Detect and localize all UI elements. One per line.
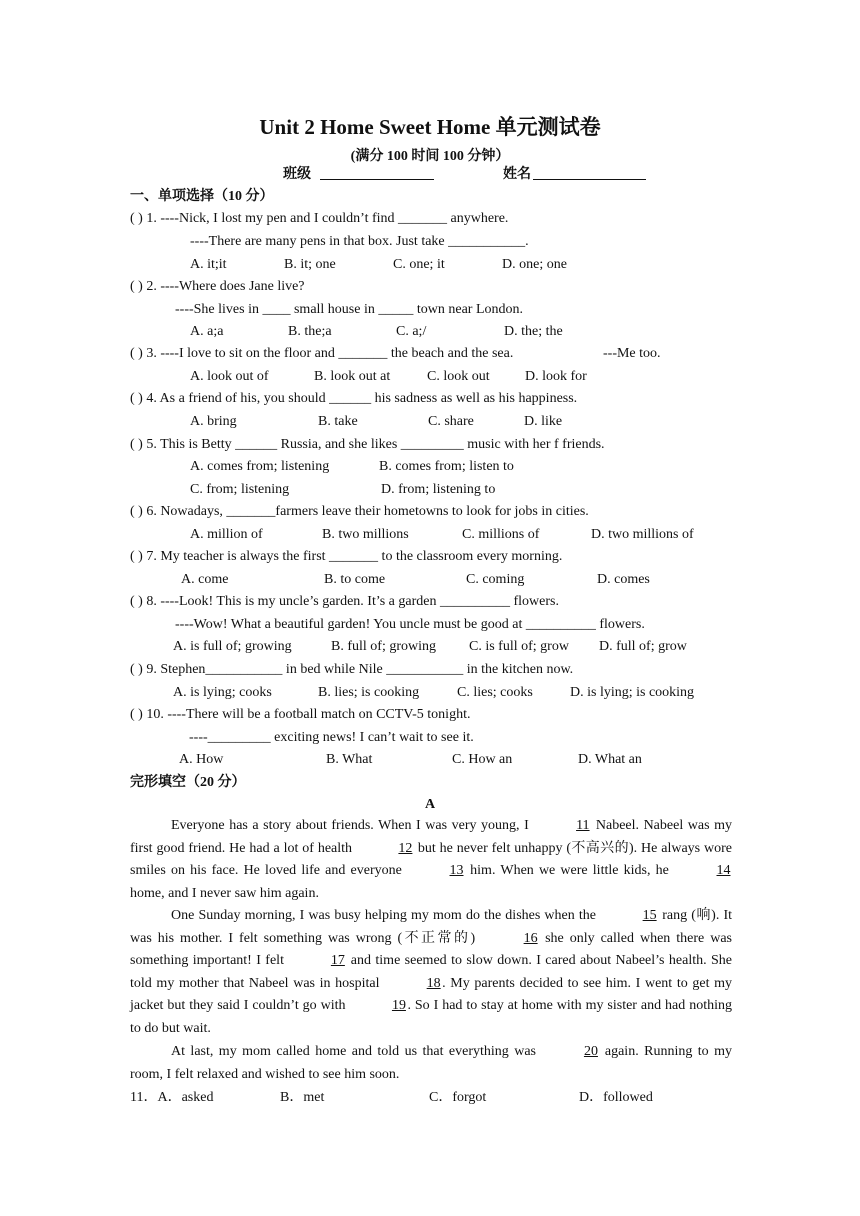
option-7c: C. coming	[466, 572, 525, 587]
option-6c: C. millions of	[462, 527, 540, 542]
question-4: ( ) 4. As a friend of his, you should ______ his sadness as well as his happiness.	[130, 391, 578, 406]
option-10a: A. How	[179, 752, 224, 767]
option-10c: C. How an	[452, 752, 513, 767]
section-single-choice: 一、单项选择（10 分）	[130, 189, 274, 204]
option-10d: D. What an	[578, 752, 642, 767]
option-11a: 11．A．asked	[130, 1090, 214, 1105]
option-6a: A. million of	[190, 527, 263, 542]
option-9d: D. is lying; is cooking	[570, 685, 695, 700]
part-a-heading: A	[424, 797, 436, 812]
option-8d: D. full of; grow	[599, 639, 687, 654]
option-4d: D. like	[524, 414, 563, 429]
option-3b: B. look out at	[314, 369, 391, 384]
passage-paragraph-3: At last, my mom called home and told us that everything was 20 again. Running to my room, I felt relaxed and wished to see him soon.	[130, 1044, 732, 1082]
question-10-reply: ----_________ exciting news! I can’t wait to see it.	[189, 730, 474, 745]
option-4c: C. share	[428, 414, 474, 429]
option-8a: A. is full of; growing	[173, 639, 292, 654]
question-8-reply: ----Wow! What a beautiful garden! You uncle must be good at __________ flowers.	[175, 617, 645, 632]
question-3-reply: ---Me too.	[603, 346, 661, 361]
option-2b: B. the;a	[288, 324, 332, 339]
option-9b: B. lies; is cooking	[318, 685, 420, 700]
option-8b: B. full of; growing	[331, 639, 436, 654]
option-1b: B. it; one	[284, 257, 336, 272]
option-5d: D. from; listening to	[381, 482, 496, 497]
option-10b: B. What	[326, 752, 373, 767]
passage-paragraph-1: Everyone has a story about friends. When I was very young, I 11 Nabeel. Nabeel was my first good friend. He had a lot of health 12 but he never felt unhappy (不高兴的). He always wore smiles on his face. He loved life and everyone 13 him. When we were little kids, he 14 home, and I never saw him again.	[130, 818, 732, 901]
option-2c: C. a;/	[396, 324, 427, 339]
question-5: ( ) 5. This is Betty ______ Russia, and she likes _________ music with her f friends.	[130, 437, 605, 452]
question-7: ( ) 7. My teacher is always the first _______ to the classroom every morning.	[130, 549, 563, 564]
question-2: ( ) 2. ----Where does Jane live?	[130, 279, 305, 294]
class-label: 班级	[283, 167, 311, 182]
question-1-reply: ----There are many pens in that box. Just take ___________.	[190, 234, 529, 249]
passage-paragraph-2: One Sunday morning, I was busy helping my mom do the dishes when the 15 rang (响). It was his mother. I felt something was wrong (不正常的) 16 she only called when there was something important! I felt 17 and time seemed to slow down. I cared about Nabeel’s health. She told my mother that Nabeel was in hospital 18 . My parents decided to see him. I went to get my jacket but they said I couldn’t go with 19 . So I had to stay at home with my sister and had nothing to do but wait.	[130, 908, 733, 1036]
name-field[interactable]	[533, 166, 646, 186]
option-11b: B．met	[280, 1090, 325, 1105]
question-6: ( ) 6. Nowadays, _______farmers leave their hometowns to look for jobs in cities.	[130, 504, 589, 519]
question-10: ( ) 10. ----There will be a football match on CCTV-5 tonight.	[130, 707, 471, 722]
question-1: ( ) 1. ----Nick, I lost my pen and I couldn’t find _______ anywhere.	[130, 211, 509, 226]
option-9a: A. is lying; cooks	[173, 685, 272, 700]
option-7d: D. comes	[597, 572, 650, 587]
option-8c: C. is full of; grow	[469, 639, 569, 654]
question-2-reply: ----She lives in ____ small house in _____ town near London.	[175, 302, 524, 317]
option-4b: B. take	[318, 414, 358, 429]
option-3d: D. look for	[525, 369, 587, 384]
option-9c: C. lies; cooks	[457, 685, 533, 700]
option-1c: C. one; it	[393, 257, 445, 272]
option-3c: C. look out	[427, 369, 490, 384]
option-6b: B. two millions	[322, 527, 409, 542]
section-cloze: 完形填空（20 分）	[130, 775, 246, 790]
name-label: 姓名	[503, 167, 531, 182]
class-field[interactable]	[320, 166, 434, 186]
question-9: ( ) 9. Stephen___________ in bed while Nile ___________ in the kitchen now.	[130, 662, 574, 677]
option-2a: A. a;a	[190, 324, 224, 339]
question-8: ( ) 8. ----Look! This is my uncle’s garden. It’s a garden __________ flowers.	[130, 594, 559, 609]
question-3: ( ) 3. ----I love to sit on the floor and _______ the beach and the sea.	[130, 346, 514, 361]
option-11d: D．followed	[579, 1090, 653, 1105]
option-1a: A. it;it	[190, 257, 227, 272]
option-3a: A. look out of	[190, 369, 269, 384]
exam-info: (满分 100 时间 100 分钟）	[350, 149, 510, 164]
option-1d: D. one; one	[502, 257, 567, 272]
option-11c: C．forgot	[429, 1090, 487, 1105]
option-2d: D. the; the	[504, 324, 563, 339]
option-5a: A. comes from; listening	[190, 459, 330, 474]
option-7a: A. come	[181, 572, 229, 587]
option-6d: D. two millions of	[591, 527, 694, 542]
option-5b: B. comes from; listen to	[379, 459, 514, 474]
option-5c: C. from; listening	[190, 482, 290, 497]
page-title: Unit 2 Home Sweet Home 单元测试卷	[259, 115, 601, 139]
option-4a: A. bring	[190, 414, 237, 429]
option-7b: B. to come	[324, 572, 386, 587]
